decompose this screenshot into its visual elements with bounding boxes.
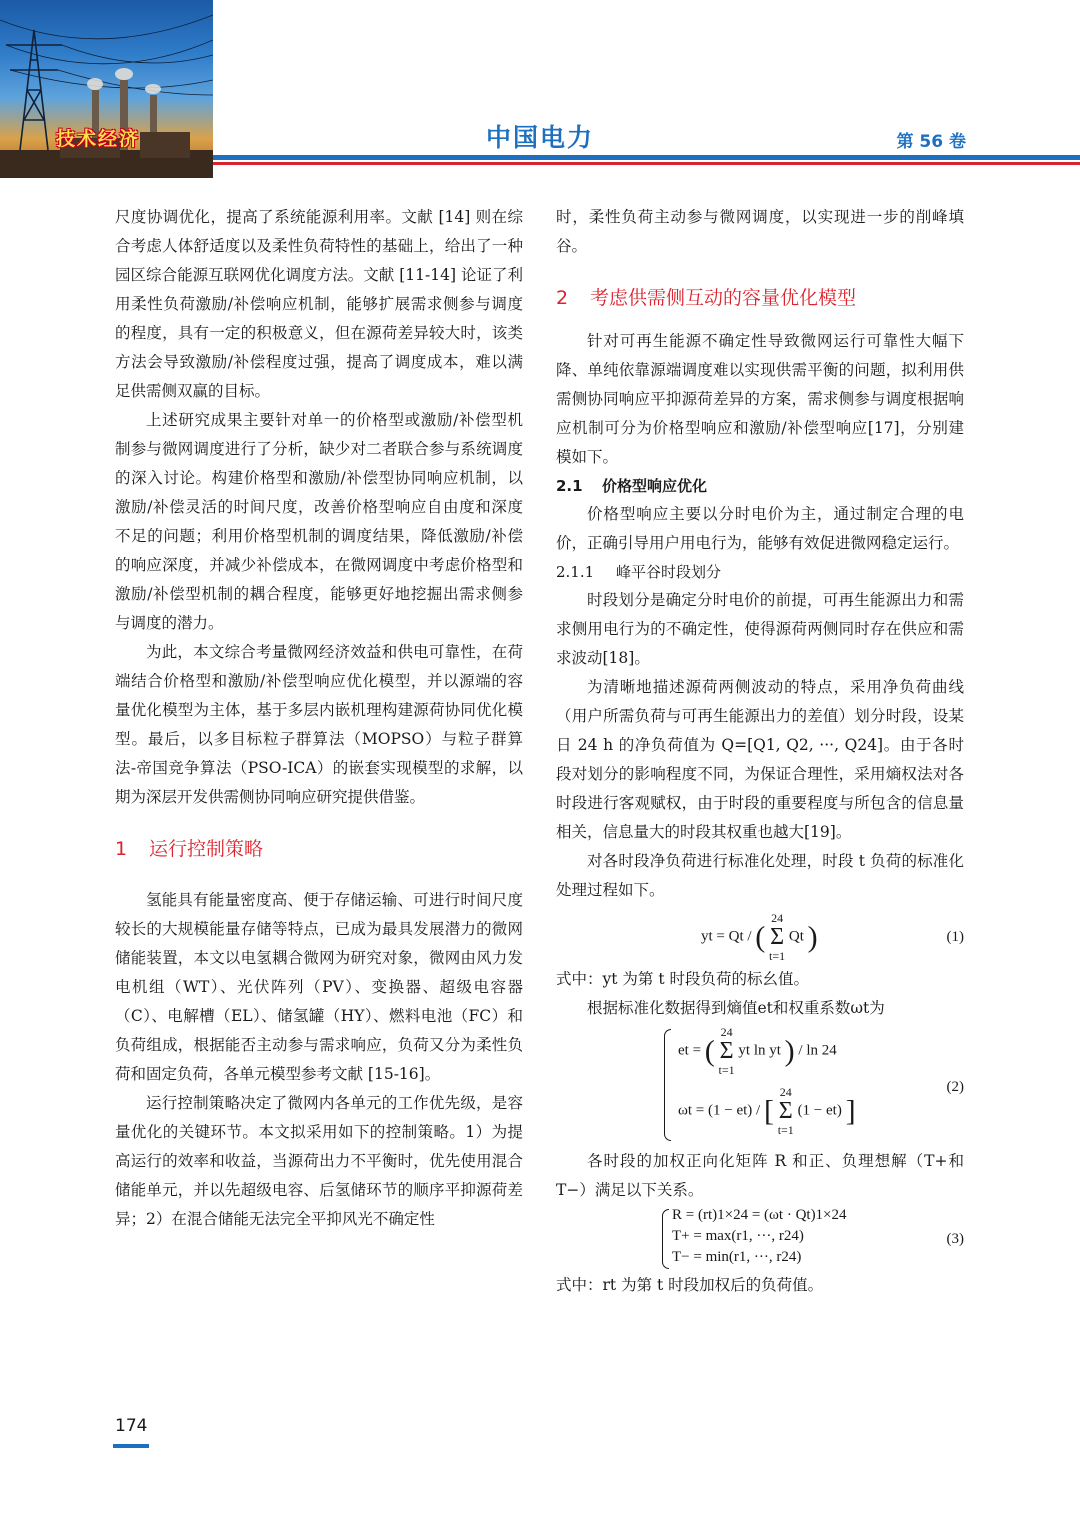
equation-3-row-1: R = (rt)1×24 = (ωt · Qt)1×24	[672, 1207, 847, 1223]
sum-upper: 24	[779, 1085, 792, 1099]
paragraph: 为清晰地描述源荷两侧波动的特点，采用净负荷曲线（用户所需负荷与可再生能源出力的差值）划分时段，设某日 24 h 的净负荷值为 Q=[Q1, Q2, ···, Q24]。由于各时段对划分的影响程度不同，为保证合理性，采用熵权法对各时段进行客观赋权，由于时段的重要程度与所包含的信息量相关，信息量大的时段其权重也越大[19]。	[556, 678, 964, 841]
section-number: 1	[115, 838, 128, 860]
equation-1-body: yt = Qt / ( 24 Σ t=1 Qt )	[701, 911, 818, 963]
sum-upper: 24	[771, 911, 784, 925]
sum-symbol: 24 Σ t=1	[718, 1025, 735, 1077]
section-heading-1	[115, 834, 523, 864]
page-header	[0, 0, 1080, 178]
subsection-number: 2.1	[556, 477, 583, 495]
equation-number: (1)	[946, 929, 964, 945]
page-number: 174	[115, 1416, 148, 1436]
subsubsection-heading	[556, 558, 964, 586]
volume-label: 第 56 卷	[896, 132, 966, 152]
paragraph: 上述研究成果主要针对单一的价格型或激励/补偿型机制参与微网调度进行了分析，缺少对二者联合参与系统调度的深入讨论。构建价格型和激励/补偿型协同响应机制，以激励/补偿灵活的时间尺度，改善价格型响应自由度和深度不足的问题；利用价格型机制的调度结果，降低激励/补偿的响应深度，并减少补偿成本，在微网调度中考虑价格型和激励/补偿型机制的耦合程度，能够更好地挖掘出需求侧参与调度的潜力。	[115, 411, 523, 632]
header-rule-blue	[213, 155, 1080, 160]
section-tag: 技术经济	[56, 128, 141, 150]
sum-upper: 24	[720, 1025, 733, 1039]
paragraph: 运行控制策略决定了微网内各单元的工作优先级，是容量优化的关键环节。本文拟采用如下的控制策略。1）为提高运行的效率和收益，当源荷出力不平衡时，优先使用混合储能单元，并以先超级电容、后氢储环节的顺序平抑源荷差异；2）在混合储能无法完全平抑风光不确定性	[115, 1094, 523, 1228]
subsubsection-number: 2.1.1	[556, 563, 595, 581]
paragraph: 式中：yt 为第 t 时段负荷的标幺值。	[556, 970, 809, 988]
subsection-title: 价格型响应优化	[602, 477, 708, 495]
paragraph: 根据标准化数据得到熵值et和权重系数ωt为	[587, 999, 885, 1017]
paragraph: 针对可再生能源不确定性导致微网运行可靠性大幅下降、单纯依靠源端调度难以实现供需平衡的问题，拟利用供需侧协同响应平抑源荷差异的方案，需求侧参与调度根据响应机制可分为价格型响应和激励/补偿型响应[17]，分别建模如下。	[556, 332, 964, 466]
equation-1-term: Qt	[788, 928, 804, 945]
journal-title: 中国电力	[485, 123, 594, 152]
subsubsection-title: 峰平谷时段划分	[616, 563, 722, 581]
equation-2-row-1-term: yt ln yt	[738, 1042, 781, 1059]
equation-3-row-2: T+ = max(r1, ···, r24)	[672, 1228, 804, 1244]
equation-3	[556, 1205, 964, 1271]
equation-2	[556, 1023, 964, 1147]
paragraph: 对各时段净负荷进行标准化处理，时段 t 负荷的标准化处理过程如下。	[556, 852, 964, 899]
right-column	[556, 203, 964, 1300]
paragraph: 氢能具有能量密度高、便于存储运输、可进行时间尺度较长的大规模能量存储等特点，已成为最具发展潜力的微网储能装置，本文以电氢耦合微网为研究对象，微网由风力发电机组（WT）、光伏阵列（PV）、变换器、超级电容器（C）、电解槽（EL）、储氢罐（HY）、燃料电池（FC）和负荷组成，根据能否主动参与需求响应，负荷又分为柔性负荷和固定负荷，各单元模型参考文献 [15-16]。	[115, 891, 523, 1083]
sum-lower: t=1	[769, 949, 786, 963]
equation-2-row-2: ωt = (1 − et) / [ 24 Σ t=1 (1 − et) ]	[678, 1085, 856, 1137]
equation-2-row-2-term: (1 − et)	[797, 1102, 842, 1119]
equation-1-lhs: yt = Qt /	[701, 928, 752, 945]
section-heading-2	[556, 283, 964, 313]
paragraph: 价格型响应主要以分时电价为主，通过制定合理的电价，正确引导用户用电行为，能够有效促进微网稳定运行。	[556, 505, 964, 552]
equation-2-row-2-lhs: ωt = (1 − et) /	[678, 1102, 761, 1119]
paragraph: 各时段的加权正向化矩阵 R 和正、负理想解（T+和 T−）满足以下关系。	[556, 1152, 964, 1199]
sum-symbol: 24 Σ t=1	[777, 1085, 794, 1137]
sum-lower: t=1	[718, 1063, 735, 1077]
paragraph: 时，柔性负荷主动参与微网调度，以实现进一步的削峰填谷。	[556, 208, 964, 255]
paragraph: 尺度协调优化，提高了系统能源利用率。文献 [14] 则在综合考虑人体舒适度以及柔性负荷特性的基础上，给出了一种园区综合能源互联网优化调度方法。文献 [11-14] 论证了利用柔性负荷激励/补偿响应机制，能够扩展需求侧参与调度的程度，具有一定的积极意义，但在源荷差异较大时，该类方法会导致激励/补偿程度过强，提高了调度成本，难以满足供需侧双赢的目标。	[115, 208, 523, 400]
paragraph: 时段划分是确定分时电价的前提，可再生能源出力和需求侧用电行为的不确定性，使得源荷两侧同时存在供应和需求波动[18]。	[556, 591, 964, 667]
equation-number: (3)	[946, 1231, 964, 1247]
section-title: 考虑供需侧互动的容量优化模型	[590, 287, 857, 309]
sum-symbol: 24 Σ t=1	[769, 911, 786, 963]
paragraph: 为此，本文综合考量微网经济效益和供电可靠性，在荷端结合价格型和激励/补偿型响应优化模型，并以源端的容量优化模型为主体，基于多层内嵌机理构建源荷协同优化模型。最后，以多目标粒子群算法（MOPSO）与粒子群算法-帝国竞争算法（PSO-ICA）的嵌套实现模型的求解，以期为深层开发供需侧协同响应研究提供借鉴。	[115, 643, 523, 806]
equation-2-row-1-tail: / ln 24	[798, 1042, 837, 1059]
subsection-heading	[556, 472, 964, 500]
page-number-bar	[113, 1444, 149, 1448]
paragraph: 式中：rt 为第 t 时段加权后的负荷值。	[556, 1276, 824, 1294]
sum-lower: t=1	[777, 1123, 794, 1137]
section-title: 运行控制策略	[149, 838, 264, 860]
equation-3-row-3: T− = min(r1, ···, r24)	[672, 1249, 802, 1265]
equation-1	[556, 905, 964, 965]
equation-3-body	[672, 1205, 847, 1268]
equation-2-row-1-lhs: et =	[678, 1042, 702, 1059]
equation-number: (2)	[946, 1079, 964, 1095]
header-rule-red	[213, 162, 1080, 165]
section-number: 2	[556, 287, 569, 309]
left-column	[115, 203, 523, 1234]
equation-2-row-1: et = ( 24 Σ t=1 yt ln yt ) / ln 24	[678, 1025, 837, 1077]
